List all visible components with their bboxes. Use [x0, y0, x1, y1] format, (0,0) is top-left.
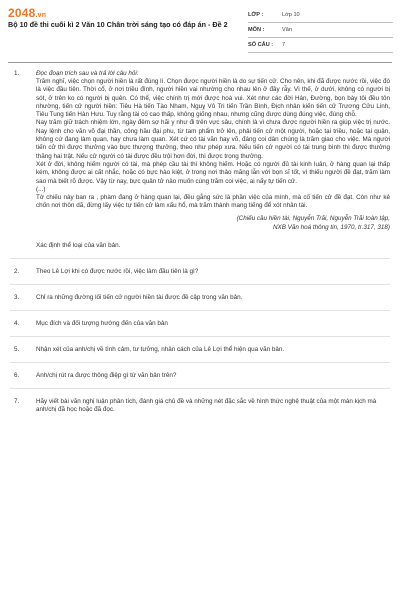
logo-text: 2048	[8, 6, 36, 20]
meta-row-question-count	[248, 38, 393, 53]
question-divider	[10, 388, 390, 389]
meta-row-subject	[248, 23, 393, 38]
passage-paragraph: Trăm nghĩ, việc chọn người hiền là rất đúng lí. Chọn được người hiền là do sự tiến cử. Cho nên, khi đã được nước rồi, việc đó là việc đầu tiên. Thời cổ, ở nơi triều đình, người hiền vai nhường cho nhau lên ở đầy rẫy. Vì thế, ở dưới, không có người bị sót, ở trên ko có người bị quên. Có thể, việc chính trị mới được hoà vui. Xét như các đời Hán, Đường, bọn bày tôi đều tôn nhường, tiến cử người hiền: Tiêu Hà tiến Tào Nham, Nguỵ Vô Tri tiến Trần Bình, Địch nhân kiến tiến cử Trương Cửu Linh, Tiêu Tung tiến Hàn Hưu. Tuy rằng tài có cao thấp, không giống nhau, nhưng cũng được dùng đúng việc, đúng chỗ.	[36, 78, 390, 119]
question-divider	[10, 336, 390, 337]
question-list	[10, 70, 390, 422]
meta-value: Văn	[282, 27, 292, 33]
question-text: Mục đích và đối tượng hướng đến của văn bản	[36, 319, 168, 327]
question-divider	[10, 310, 390, 311]
meta-value: 7	[282, 42, 286, 48]
question-item	[10, 294, 390, 310]
source-line: NXB Văn hoá thông tin, 1970, tr.317, 318)	[272, 223, 390, 231]
question-text: Theo Lê Lợi khi có được nước rồi, việc làm đầu tiên là gì?	[36, 267, 199, 275]
question-item	[10, 320, 390, 336]
passage-source	[36, 214, 390, 232]
passage-paragraph: Xét ở đời, không hiếm người có tài, mà phép cầu tài thì không hiếm. Hoặc có người đủ tài kinh luân, ở hàng quan lại thấp kém, không được ai cất nhắc, hoặc có bực hào kiệt, ở trong nơi thảo mãng lẫn với bọn sĩ tốt, vì thiếu người đề đạt, trăm làm sao mà biết rõ được. Vậy từ nay, bực quân tử nào muốn cùng trăm coi việc, ai nấy tự tiến cử.	[36, 160, 390, 185]
question-number: 5.	[14, 345, 20, 353]
question-number: 2.	[14, 267, 20, 275]
question-number: 4.	[14, 319, 20, 327]
passage-paragraph: Tờ chiếu này ban ra , phàm đang ở hàng quan lại, đều gắng sức là phần việc của mình, mà cố tiến cử đề đạt. Còn như kẻ chốn nơi thôn dã, đừng lấy việc tự tiến cử làm xấu hổ, mà trăm thành mang tiếng để xót nhân tài.	[36, 194, 390, 210]
question-number: 1.	[14, 70, 20, 77]
question-number: 6.	[14, 371, 20, 379]
question-instruction: Đọc đoạn trích sau và trả lời câu hỏi:	[36, 70, 139, 77]
question-divider	[10, 284, 390, 285]
question-item	[10, 346, 390, 362]
passage-ellipsis: (...)	[36, 185, 46, 193]
header-divider	[8, 62, 392, 63]
meta-table	[248, 8, 393, 53]
question-prompt: Xác định thể loại của văn bản.	[36, 241, 121, 249]
question-item	[10, 398, 390, 422]
meta-value: Lớp 10	[282, 12, 300, 18]
meta-row-class	[248, 8, 393, 23]
logo-suffix: .vn	[35, 12, 47, 19]
source-line: (Chiếu cầu hiền tài, Nguyễn Trãi, Nguyễn Trãi toàn tập,	[236, 214, 390, 222]
question-divider	[10, 362, 390, 363]
question-item	[10, 372, 390, 388]
question-item	[10, 268, 390, 284]
question-text: Chỉ ra những đường lối tiến cử người hiền tài được đề cập trong văn bản.	[36, 293, 243, 301]
question-text: Hãy viết bài văn nghị luận phân tích, đánh giá chủ đề và những nét đặc sắc về hình thức nghệ thuật của một màn kịch mà anh/chị đã học hoặc đã đọc.	[36, 397, 377, 413]
question-item	[10, 70, 390, 258]
meta-label: MÔN :	[248, 27, 265, 33]
document-title: Bộ 10 đề thi cuối kì 2 Văn 10 Chân trời sáng tạo có đáp án - Đề 2	[8, 20, 228, 29]
meta-label: SỐ CÂU :	[248, 42, 274, 48]
site-logo[interactable]	[8, 6, 46, 20]
meta-label: LỚP :	[248, 12, 264, 18]
question-number: 7.	[14, 397, 20, 405]
question-text: Nhận xét của anh/chị về tình cảm, tư tưởng, nhân cách của Lê Lợi thể hiện qua văn bản.	[36, 345, 285, 353]
question-divider	[10, 258, 390, 259]
question-number: 3.	[14, 293, 20, 301]
document-header	[0, 0, 400, 62]
passage-paragraph: Nay trăm giữ trách nhiệm lớn, ngày đêm sợ hãi y như đi trên vực sâu, chính là vì chưa được người hiền ra giúp việc trị nước. Nay lệnh cho văn võ đại thần, công hầu đại phu, từ tam phẩm trở lên, phải tiến cử một người, hoặc tại triều, hoặc tại quận, không cứ đang làm quan, hay chưa làm quan. Xét cứ có tài văn hay võ, đáng coi dân chúng là trăm giao cho việc. Mà người tiến cử thì được thưởng vào bực thượng thưởng, theo như phép xưa. Nếu tiến cử người có tài trung bình thì được thưởng thăng hai trật. Nếu cử người có tài được đều trội hơn đời, thì được trọng thưởng.	[36, 119, 390, 160]
question-text: Anh/chị rút ra được thông điệp gì từ văn bản trên?	[36, 371, 177, 379]
